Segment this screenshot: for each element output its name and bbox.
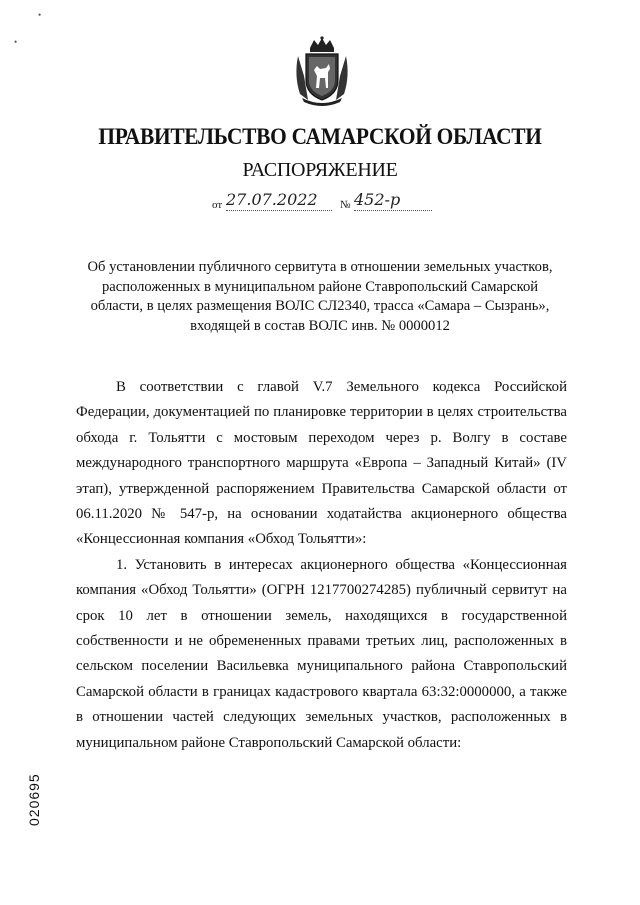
scan-mark: •	[14, 37, 18, 47]
scan-mark: •	[38, 10, 42, 20]
subject-line: входящей в состав ВОЛС инв. № 0000012	[190, 318, 450, 335]
number-label: №	[340, 199, 351, 211]
date-value: 27.07.2022	[226, 190, 332, 211]
side-serial-number: 020695	[26, 773, 42, 827]
item-1-paragraph: 1. Установить в интересах акционерного общества «Концессионная компания «Обход Тольятти» (ОГРН 1217700274285) публичный сервитут на срок 10 лет в отношении земель, находящихся в государственной собственности и не обремененных правами третьих лиц, расположенных в сельском поселении Васильевка муниципального района Ставропольский Самарской области в границах кадастрового квартала 63:32:0000000, а также в отношении частей следующих земельных участков, расположенных в муниципальном районе Ставропольский Самарской области:	[76, 556, 567, 751]
date-number-line	[212, 190, 452, 214]
preamble-paragraph: В соответствии с главой V.7 Земельного кодекса Российской Федерации, документацией по планировке территории в целях строительства обхода г. Тольятти с мостовым переходом через р. Волгу в составе международного транспортного маршрута «Европа – Западный Китай» (IV этап), утвержденной распоряжением Правительства Самарской области от 06.11.2020 № 547-р, на основании ходатайства акционерного общества «Концессионная компания «Обход Тольятти»:	[76, 379, 567, 548]
document-body	[76, 375, 567, 756]
document-subject	[70, 258, 570, 337]
coat-of-arms-icon	[290, 36, 354, 106]
subject-line: расположенных в муниципальном районе Ставропольский Самарской	[101, 278, 539, 295]
government-title: ПРАВИТЕЛЬСТВО САМАРСКОЙ ОБЛАСТИ	[98, 124, 542, 149]
date-label: от	[212, 199, 223, 211]
document-type: РАСПОРЯЖЕНИЕ	[242, 159, 398, 181]
number-value: 452-р	[354, 190, 432, 211]
subject-line: области, в целях размещения ВОЛС СЛ2340, трасса «Самара – Сызрань»,	[90, 298, 550, 315]
subject-line: Об установлении публичного сервитута в отношении земельных участков,	[87, 259, 553, 275]
